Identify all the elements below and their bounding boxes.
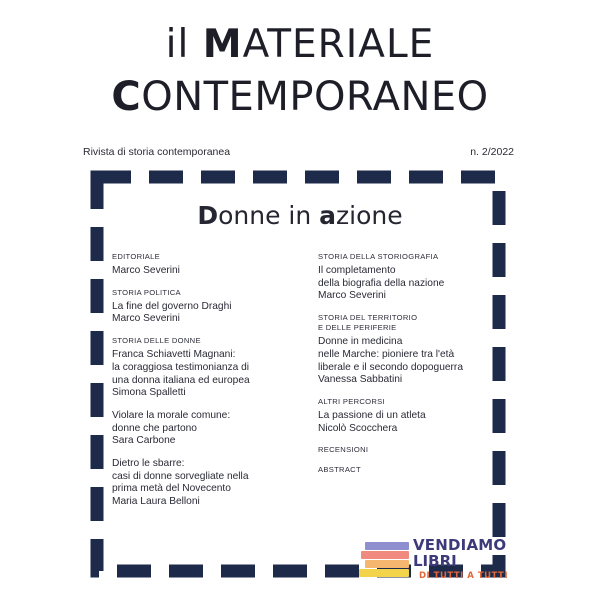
masthead-rest-2: ONTEMPORANEO [141,74,489,120]
issue-title-cap-a: a [319,201,337,230]
toc-line: della biografia della nazione [318,277,445,289]
masthead-cap-c: C [111,74,142,120]
issue-title-cap-d: D [197,201,219,230]
toc-section [112,410,302,448]
toc-line: La fine del governo Draghi [112,300,232,312]
toc-section [318,397,518,435]
toc-line: Maria Laura Belloni [112,496,200,508]
section-label: STORIA DELLA STORIOGRAFIA [318,252,439,261]
watermark-line-2: LIBRI [413,552,457,570]
toc-section [318,313,518,387]
toc-left-column [112,252,302,519]
section-label: ALTRI PERCORSI [318,396,385,406]
toc-section [112,288,302,326]
masthead-cap-m: M [202,22,243,67]
toc-line: Nicolò Scocchera [318,422,398,434]
toc-section [112,252,302,278]
toc-line: la coraggiosa testimonianza di [112,361,250,373]
section-label: ABSTRACT [318,465,361,475]
toc-line: Simona Spalletti [112,387,186,399]
toc-line: Donne in medicina [318,336,403,348]
toc-line: prima metà del Novecento [112,483,231,495]
section-label: EDITORIALE [112,252,161,261]
masthead-prefix: il [165,22,203,67]
toc-section [112,458,302,509]
toc-line: Vanessa Sabbatini [318,374,403,386]
watermark-line-1: VENDIAMO [413,536,507,554]
toc-line: Marco Severini [112,313,180,325]
toc-line: nelle Marche: pioniere tra l'età [318,348,455,360]
issue-title [0,201,600,230]
toc-line: Franca Schiavetti Magnani: [112,349,236,361]
toc-line: una donna italiana ed europea [112,374,250,386]
issue-title-part-1: onne in [218,201,320,230]
masthead-line-1 [0,22,600,67]
section-label-continued: E DELLE PERIFERIE [318,323,397,333]
journal-subtitle: Rivista di storia contemporanea [83,146,231,158]
toc-line: La passione di un atleta [318,409,426,421]
toc-line: donne che partono [112,422,197,434]
section-label: STORIA POLITICA [112,287,181,297]
toc-line: casi di donne sorvegliate nella [112,470,249,482]
watermark-line-3: DI TUTTI A TUTTI [419,571,508,581]
toc-section [318,465,518,475]
section-label: STORIA DEL TERRITORIO [318,313,418,323]
toc-line: Violare la morale comune: [112,409,231,421]
masthead-rest-1: ATERIALE [242,22,435,67]
masthead-line-2 [0,74,600,120]
toc-line: Sara Carbone [112,435,176,447]
issue-title-part-2: zione [336,201,403,230]
toc-line: Il completamento [318,265,396,276]
section-label: STORIA DELLE DONNE [112,336,201,346]
toc-line: Marco Severini [318,290,386,302]
section-label: RECENSIONI [318,445,369,455]
seller-watermark [357,534,517,590]
toc-line: Dietro le sbarre: [112,458,185,470]
toc-line: Marco Severini [112,265,180,276]
toc-line: liberale e il secondo dopoguerra [318,361,463,373]
toc-section [112,336,302,400]
toc-right-column [318,252,518,485]
toc-section [318,445,518,455]
toc-section [318,252,518,303]
issue-number: n. 2/2022 [470,146,514,158]
